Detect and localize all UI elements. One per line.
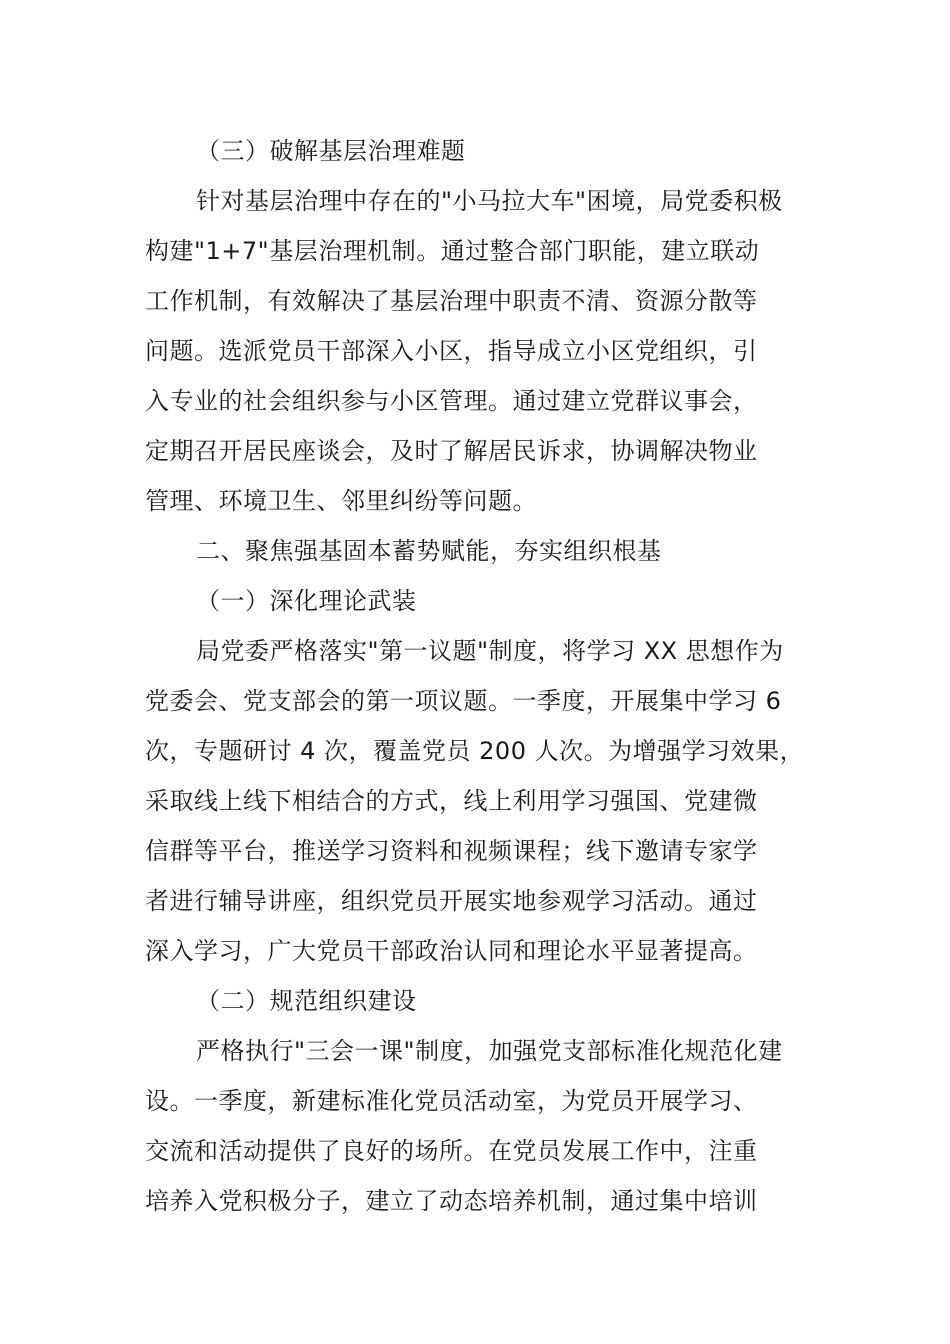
paragraph-line: 工作机制，有效解决了基层治理中职责不清、资源分散等 [145, 287, 758, 315]
paragraph-line: 构建"1+7"基层治理机制。通过整合部门职能，建立联动 [145, 237, 760, 265]
subheading-one: （一）深化理论武装 [196, 587, 417, 615]
paragraph-line: 局党委严格落实"第一议题"制度，将学习 XX 思想作为 [196, 637, 784, 665]
paragraph-line: 针对基层治理中存在的"小马拉大车"困境，局党委积极 [196, 187, 783, 215]
paragraph-line: 入专业的社会组织参与小区管理。通过建立党群议事会， [145, 387, 758, 415]
paragraph-line: 培养入党积极分子，建立了动态培养机制，通过集中培训 [145, 1187, 758, 1215]
paragraph-line: 定期召开居民座谈会，及时了解居民诉求，协调解决物业 [145, 437, 758, 465]
paragraph-line: 党委会、党支部会的第一项议题。一季度，开展集中学习 6 [145, 687, 782, 715]
paragraph-line: 深入学习，广大党员干部政治认同和理论水平显著提高。 [145, 937, 758, 965]
paragraph-line: 者进行辅导讲座，组织党员开展实地参观学习活动。通过 [145, 887, 758, 915]
subheading-two: （二）规范组织建设 [196, 987, 417, 1015]
paragraph-line: 采取线上线下相结合的方式，线上利用学习强国、党建微 [145, 787, 758, 815]
paragraph-line: 次，专题研讨 4 次，覆盖党员 200 人次。为增强学习效果， [145, 737, 805, 765]
section-heading-two: 二、聚焦强基固本蓄势赋能，夯实组织根基 [196, 537, 662, 565]
subheading-three: （三）破解基层治理难题 [196, 137, 466, 165]
paragraph-line: 问题。选派党员干部深入小区，指导成立小区党组织，引 [145, 337, 758, 365]
paragraph-line: 信群等平台，推送学习资料和视频课程；线下邀请专家学 [145, 837, 758, 865]
paragraph-line: 管理、环境卫生、邻里纠纷等问题。 [145, 487, 537, 515]
paragraph-line: 严格执行"三会一课"制度，加强党支部标准化规范化建 [196, 1037, 783, 1065]
paragraph-line: 设。一季度，新建标准化党员活动室，为党员开展学习、 [145, 1087, 758, 1115]
paragraph-line: 交流和活动提供了良好的场所。在党员发展工作中，注重 [145, 1137, 758, 1165]
